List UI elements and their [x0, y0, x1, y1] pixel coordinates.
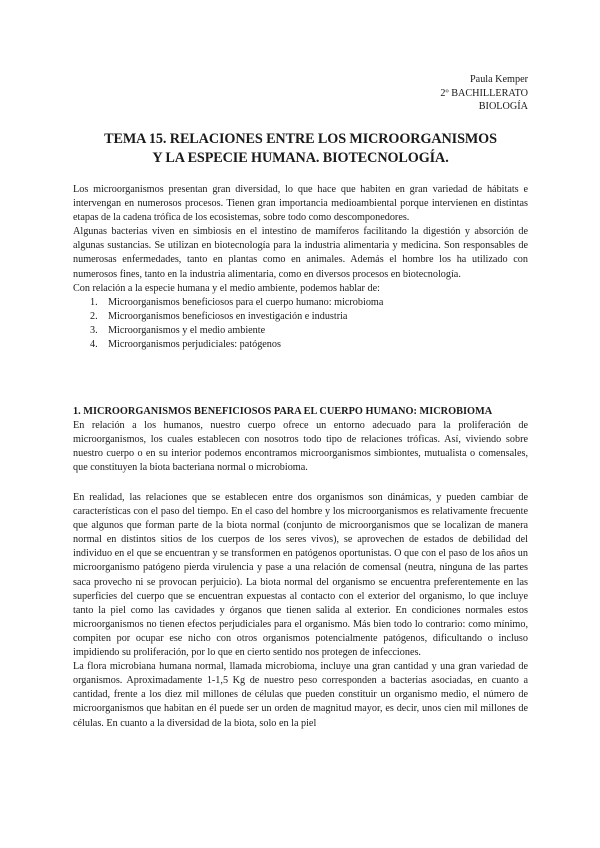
intro-paragraph-2: Algunas bacterias viven en simbiosis en el intestino de mamíferos facilitando la digestión y absorción de algunas sustancias. Se utilizan en biotecnología para la industria alimentaria y medicina. Son responsables de numerosas enfermedades, tanto en plantas como en animales. Además el hombre los ha utilizado con numerosos fines, tanto en la industria alimentaria, como en diversos procesos en biotecnología.	[73, 226, 528, 280]
section-paragraph-3: La flora microbiana humana normal, llamada microbioma, incluye una gran cantidad y una gran variedad de organismos. Aproximadamente 1-1,5 Kg de nuestro peso corresponden a bacterias asociadas, en cuanto a cantidad, frente a los diez mil millones de células que pueden constituir un organismo medio, el número de microorganismos que habitan en él puede ser un orden de magnitud mayor, es decir, unos cien mil millones de células. En cuanto a la diversidad de la biota, solo en la piel	[73, 661, 528, 729]
list-item: 2. Microorganismos beneficiosos en investigación e industria	[90, 310, 348, 322]
title-line-2: Y LA ESPECIE HUMANA. BIOTECNOLOGÍA.	[152, 150, 449, 166]
intro-section	[73, 183, 528, 352]
section-1-continued	[73, 491, 528, 731]
intro-paragraph-3: Con relación a la especie humana y el medio ambiente, podemos hablar de:	[73, 282, 380, 294]
list-item: 3. Microorganismos y el medio ambiente	[90, 324, 266, 336]
list-item: 4. Microorganismos perjudiciales: patógenos	[90, 339, 281, 351]
intro-paragraph-1: Los microorganismos presentan gran diversidad, lo que hace que habiten en gran variedad de hábitats e intervengan en numerosos procesos. Tienen gran importancia medioambiental porque intervienen en distintas etapas de la cadena trófica de los ecosistemas, sobre todo como descomponedores.	[73, 184, 528, 224]
section-1	[73, 405, 528, 475]
course-label: 2º BACHILLERATO	[440, 87, 528, 99]
section-heading: 1. MICROORGANISMOS BENEFICIOSOS PARA EL CUERPO HUMANO: MICROBIOMA	[73, 406, 493, 417]
title-line-1: TEMA 15. RELACIONES ENTRE LOS MICROORGANISMOS	[104, 131, 497, 147]
page-title	[73, 130, 528, 168]
document-header	[440, 73, 528, 114]
section-paragraph-2: En realidad, las relaciones que se establecen entre dos organismos son dinámicas, y pueden cambiar de características con el paso del tiempo. En el caso del hombre y los microorganismos es relativamente frecuente que algunos que forman parte de la biota normal (conjunto de microorganismos que se localizan de manera normal en distintos sitios de los cuerpos de los seres vivos), se aprovechen de estados de debilidad del individuo en el que se encuentran y se transformen en patógenos oportunistas. O que con el paso de los años un microorganismo patógeno pierda virulencia y pase a una relación de comensal (neutra, ninguna de las partes saca provecho ni se provocan perjuicio). La biota normal del organismo se encuentra preferentemente en las superficies del cuerpo que se encuentran expuestas al contacto con el exterior del organismo, lo que incluye tanto la piel como las cavidades y órganos que tienen salida al exterior. En condiciones normales estos microorganismos no tienen efectos perjudiciales para el organismo. Más bien todo lo contrario: como mínimo, compiten por ocupar ese nicho con otros organismos potencialmente patógenos, dificultando o incluso impidiendo su proliferación, por lo que en cierto sentido nos protegen de infecciones.	[73, 492, 528, 659]
section-paragraph-1: En relación a los humanos, nuestro cuerpo ofrece un entorno adecuado para la proliferación de microorganismos, los cuales establecen con nosotros todo tipo de relaciones tróficas. Así, viviendo sobre nuestro cuerpo o en su interior podemos encontramos microorganismos simbiontes, mutualista o comensales, que constituyen la biota bacteriana normal o microbioma.	[73, 420, 528, 474]
list-item: 1. Microorganismos beneficiosos para el cuerpo humano: microbioma	[90, 296, 384, 308]
author-name: Paula Kemper	[470, 74, 528, 85]
topic-list	[73, 296, 528, 352]
subject-label: BIOLOGÍA	[478, 101, 528, 112]
